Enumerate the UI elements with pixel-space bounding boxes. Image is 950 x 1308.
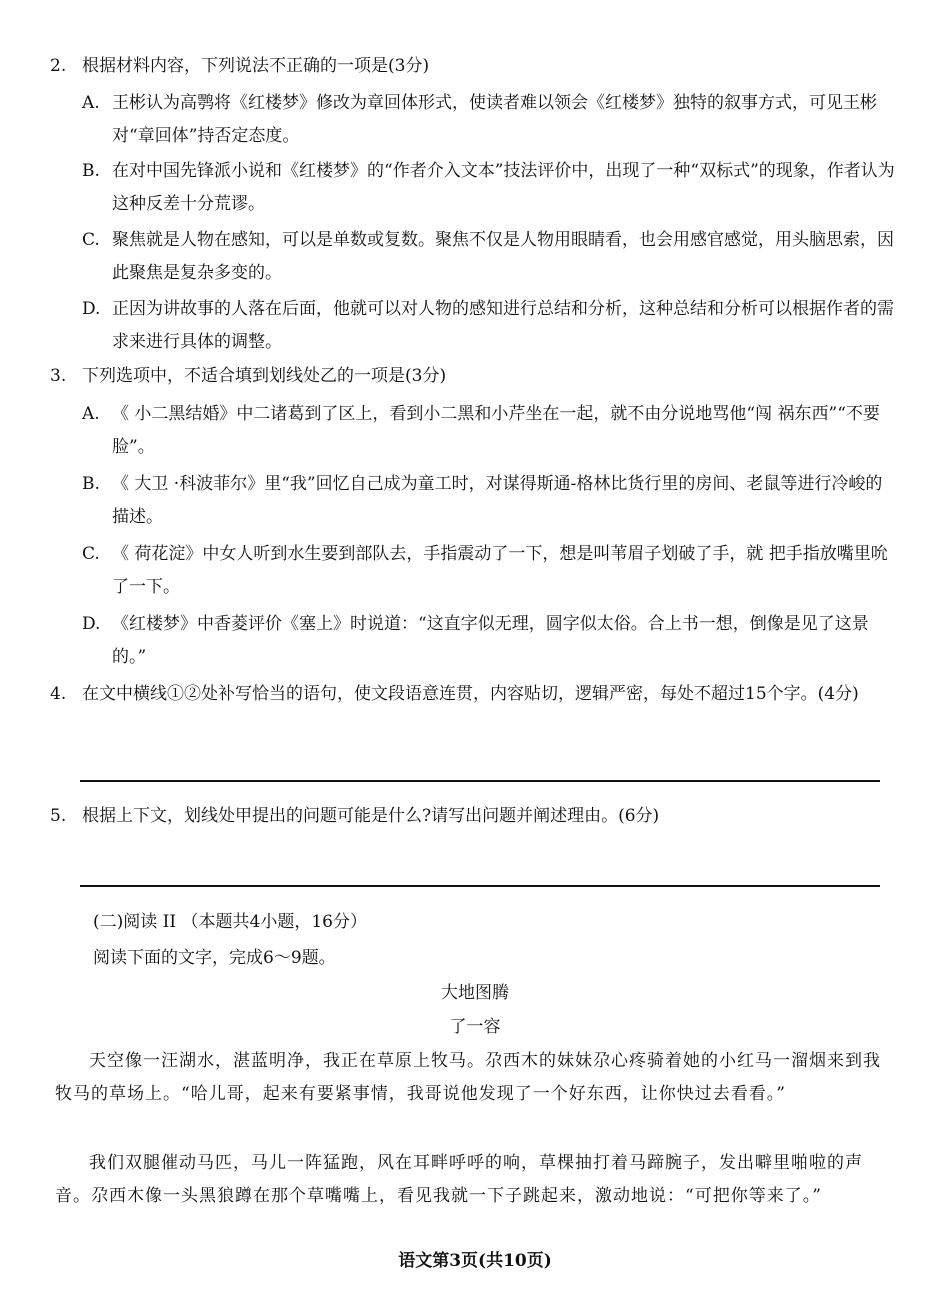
- section-instruction: 阅读下面的文字，完成6～9题。: [93, 948, 336, 968]
- question-3: [50, 360, 900, 393]
- question-stem: 根据上下文，划线处甲提出的问题可能是什么?请写出问题并阐述理由。(6分): [82, 806, 660, 826]
- answer-line-q5[interactable]: [80, 885, 880, 887]
- option-label: B.: [82, 474, 100, 494]
- q3-option-d: [82, 608, 897, 674]
- option-label: A.: [82, 404, 100, 424]
- option-text: 正因为讲故事的人落在后面，他就可以对人物的感知进行总结和分析，这种总结和分析可以根据作者的需求来进行具体的调整。: [112, 299, 894, 352]
- question-number: 2.: [50, 56, 67, 76]
- article-paragraph-2: 我们双腿催动马匹，马儿一阵猛跑，风在耳畔呼呼的响，草棵抽打着马蹄腕子，发出噼里啪啦的声音。尕西木像一头黑狼蹲在那个草嘴嘴上，看见我就一下子跳起来，激动地说：“可把你等来了。”: [55, 1153, 863, 1206]
- q2-option-a: [82, 87, 897, 153]
- option-text: 《 大卫 ·科波菲尔》里“我”回忆自己成为童工时，对谋得斯通-格林比货行里的房间、老鼠等进行冷峻的描述。: [112, 474, 883, 527]
- option-text: 《 荷花淀》中女人听到水生要到部队去，手指震动了一下，想是叫苇眉子划破了手，就 把手指放嘴里吮了一下。: [112, 544, 888, 597]
- q2-option-d: [82, 293, 897, 359]
- article-title: 大地图腾: [441, 983, 509, 1003]
- option-text: 聚焦就是人物在感知，可以是单数或复数。聚焦不仅是人物用眼睛看，也会用感官感觉，用头脑思索，因此聚焦是复杂多变的。: [112, 230, 894, 283]
- question-2: [50, 50, 900, 83]
- option-text: 《 小二黑结婚》中二诸葛到了区上，看到小二黑和小芹坐在一起，就不由分说地骂他“闯 祸东西”“不要脸”。: [112, 404, 880, 457]
- option-label: B.: [82, 161, 100, 181]
- q2-option-c: [82, 224, 897, 290]
- page-footer: 语文第3页(共10页): [398, 1251, 552, 1271]
- option-text: 《红楼梦》中香菱评价《塞上》时说道：“这直字似无理，圆字似太俗。合上书一想，倒像是见了这景的。”: [112, 614, 869, 667]
- q3-option-c: [82, 538, 897, 604]
- question-number: 4.: [50, 684, 67, 704]
- section-heading: (二)阅读 II （本题共4小题，16分）: [93, 912, 367, 932]
- question-number: 5.: [50, 806, 67, 826]
- answer-line-q4[interactable]: [80, 780, 880, 782]
- question-5: [50, 800, 900, 833]
- question-stem: 根据材料内容，下列说法不正确的一项是(3分): [82, 56, 430, 76]
- question-number: 3.: [50, 366, 67, 386]
- question-stem: 下列选项中，不适合填到划线处乙的一项是(3分): [82, 366, 447, 386]
- article-paragraph-1: 天空像一汪湖水，湛蓝明净，我正在草原上牧马。尕西木的妹妹尕心疼骑着她的小红马一溜烟来到我牧马的草场上。“哈儿哥，起来有要紧事情，我哥说他发现了一个好东西，让你快过去看看。”: [55, 1051, 881, 1104]
- option-text: 在对中国先锋派小说和《红楼梦》的“作者介入文本”技法评价中，出现了一种“双标式”的现象，作者认为这种反差十分荒谬。: [112, 161, 895, 214]
- option-label: D.: [82, 614, 101, 634]
- option-label: D.: [82, 299, 101, 319]
- q3-option-b: [82, 468, 897, 534]
- option-label: A.: [82, 93, 100, 113]
- question-stem: 在文中横线①②处补写恰当的语句，使文段语意连贯，内容贴切，逻辑严密，每处不超过15个字。(4分): [82, 684, 859, 704]
- option-label: C.: [82, 544, 100, 564]
- option-label: C.: [82, 230, 100, 250]
- option-text: 王彬认为高鹗将《红楼梦》修改为章回体形式，使读者难以领会《红楼梦》独特的叙事方式，可见王彬对“章回体”持否定态度。: [112, 93, 877, 146]
- q2-option-b: [82, 155, 897, 221]
- question-4: [50, 678, 900, 711]
- article-author: 了一容: [449, 1017, 501, 1037]
- q3-option-a: [82, 398, 897, 464]
